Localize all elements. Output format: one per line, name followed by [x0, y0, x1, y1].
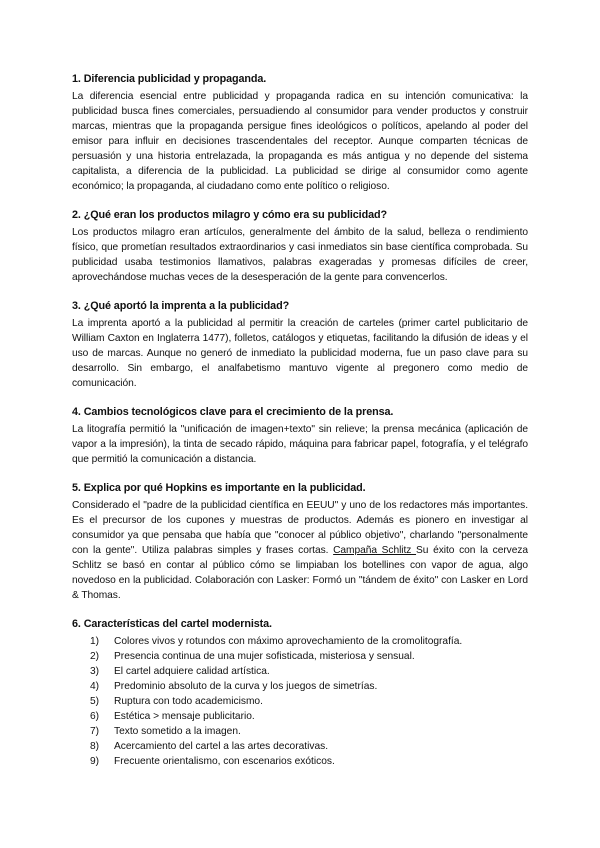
- list-number: 1): [90, 636, 100, 647]
- section-heading: 4. Cambios tecnológicos clave para el crecimiento de la prensa.: [72, 406, 394, 418]
- section-3: [72, 299, 528, 391]
- list-number: 8): [90, 741, 100, 752]
- list-text: Texto sometido a la imagen.: [114, 726, 241, 737]
- section-body: [72, 498, 528, 603]
- list-item: [90, 739, 528, 754]
- section-heading: 3. ¿Qué aportó la imprenta a la publicidad?: [72, 300, 290, 312]
- section-heading: 1. Diferencia publicidad y propaganda.: [72, 73, 267, 85]
- section-2: [72, 208, 528, 285]
- list-item: [90, 664, 528, 679]
- list-text: Acercamiento del cartel a las artes decorativas.: [114, 741, 329, 752]
- list-item: [90, 724, 528, 739]
- list-text: Predominio absoluto de la curva y los juegos de simetrías.: [114, 681, 378, 692]
- list-text: Ruptura con todo academicismo.: [114, 696, 263, 707]
- list-text: Frecuente orientalismo, con escenarios exóticos.: [114, 756, 335, 767]
- list-number: 2): [90, 651, 100, 662]
- list-text: El cartel adquiere calidad artística.: [114, 666, 270, 677]
- section-1: [72, 72, 528, 194]
- underlined-phrase: Campaña Schlitz: [333, 545, 417, 556]
- feature-list: [72, 634, 528, 769]
- list-item: [90, 709, 528, 724]
- section-4: [72, 405, 528, 467]
- list-item: [90, 634, 528, 649]
- list-number: 9): [90, 756, 100, 767]
- list-item: [90, 694, 528, 709]
- section-5: [72, 481, 528, 603]
- list-item: [90, 679, 528, 694]
- section-body: La litografía permitió la "unificación de imagen+texto" sin relieve; la prensa mecánica (aplicación de vapor a la impresión), la tinta de secado rápido, máquina para fabricar papel, fotografía, y el telégrafo que permitió la comunicación a distancia.: [72, 424, 528, 465]
- list-item: [90, 754, 528, 769]
- body-text: Su éxito con la cerveza Schlitz se basó en contar al público cómo se limpiaban los botellines con vapor de agua, algo novedoso en la publicidad. Colaboración con Lasker: Formó un "tándem de éxito" con Lasker en Lord & Thomas.: [72, 545, 528, 601]
- section-body: Los productos milagro eran artículos, generalmente del ámbito de la salud, belleza o rendimiento físico, que prometían resultados extraordinarios y casi inmediatos sin base científica comprobada. Su publicidad usaba testimonios llamativos, palabras exageradas y promesas difíciles de creer, aprovechándose muchas veces de la desesperación de la gente para convencerlos.: [72, 227, 528, 283]
- list-number: 4): [90, 681, 100, 692]
- list-number: 5): [90, 696, 100, 707]
- list-item: [90, 649, 528, 664]
- list-text: Estética > mensaje publicitario.: [114, 711, 255, 722]
- section-6: [72, 617, 528, 769]
- section-heading: 6. Características del cartel modernista.: [72, 618, 272, 630]
- body-text: Considerado el "padre de la publicidad científica en EEUU" y uno de los redactores más importantes. Es el precursor de los cupones y muestras de productos. Además es pionero en investigar al consumidor ya que pensaba que había que "conocer al público objetivo", charlando "personalmente con la gente". Utiliza palabras simples y frases cortas.: [72, 500, 528, 556]
- section-body: La imprenta aportó a la publicidad al permitir la creación de carteles (primer cartel publicitario de William Caxton en Inglaterra 1477), folletos, catálogos y etiquetas, facilitando la difusión de ideas y el uso de marcas. Aunque no generó de inmediato la publicidad moderna, fue un paso clave para su desarrollo. Sin embargo, el analfabetismo mantuvo vigente al pregonero como medio de comunicación.: [72, 318, 528, 389]
- list-number: 3): [90, 666, 100, 677]
- section-body: La diferencia esencial entre publicidad y propaganda radica en su intención comunicativa: la publicidad busca fines comerciales, persuadiendo al consumidor para vender productos y construir marcas, mientras que la propaganda persigue fines ideológicos o políticos, apelando al poder del emisor para influir en decisiones trascendentales del receptor. Aunque comparten técnicas de persuasión y una historia entrelazada, la propaganda es más antigua y no depende del sistema capitalista, a diferencia de la publicidad. La publicidad se dirige al consumidor como agente económico; la propaganda, al ciudadano como ente político o religioso.: [72, 91, 528, 192]
- list-text: Colores vivos y rotundos con máximo aprovechamiento de la cromolitografía.: [114, 636, 463, 647]
- section-heading: 5. Explica por qué Hopkins es importante en la publicidad.: [72, 482, 366, 494]
- list-number: 6): [90, 711, 100, 722]
- section-heading: 2. ¿Qué eran los productos milagro y cómo era su publicidad?: [72, 209, 387, 221]
- list-number: 7): [90, 726, 100, 737]
- list-text: Presencia continua de una mujer sofisticada, misteriosa y sensual.: [114, 651, 415, 662]
